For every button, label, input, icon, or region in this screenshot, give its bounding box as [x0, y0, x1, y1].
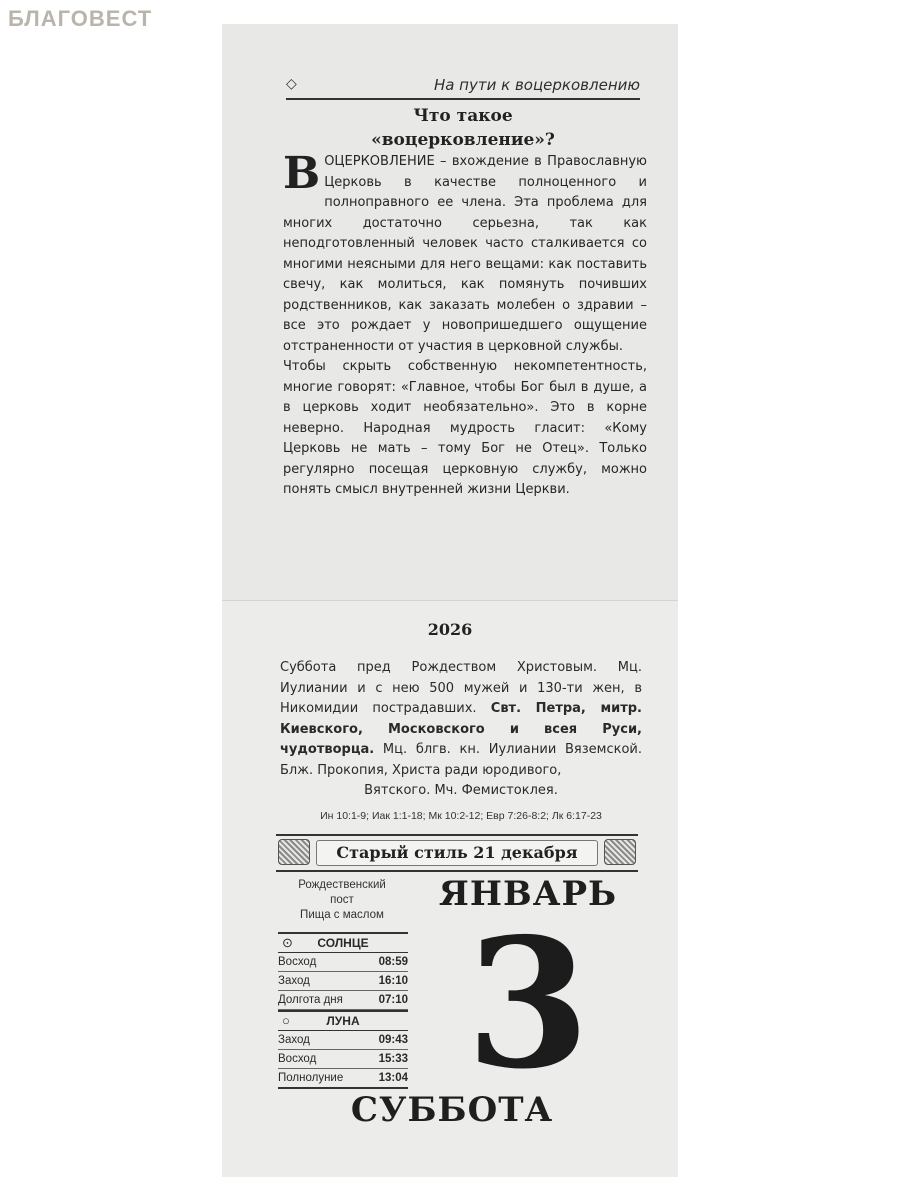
- moon-row-label: Восход: [278, 1053, 317, 1065]
- fast-line-1: Рождественский: [298, 879, 386, 891]
- calendar-page: [222, 24, 678, 1176]
- sun-heading-label: СОЛНЦЕ: [317, 936, 369, 950]
- sun-row-label: Заход: [278, 975, 310, 987]
- saints-text-2: Мц. блгв. кн. Иулиании Вяземской. Блж. Прокопия, Христа ради юродивого,: [280, 742, 642, 778]
- running-title: На пути к воцерковлению: [433, 76, 640, 94]
- moon-row-value: 09:43: [378, 1034, 408, 1046]
- sun-row-label: Долгота дня: [278, 994, 343, 1006]
- article-paragraph-1: [283, 148, 647, 357]
- article-sheet: [222, 24, 678, 600]
- moon-icon: ○: [282, 1013, 290, 1028]
- day-number: 3: [466, 899, 590, 1108]
- sun-row-value: 07:10: [378, 994, 408, 1006]
- moon-row-label: Полнолуние: [278, 1072, 344, 1084]
- moon-row-value: 13:04: [378, 1072, 408, 1084]
- fast-info: [278, 878, 406, 923]
- article-title: [286, 104, 640, 152]
- old-style-date: Старый стиль 21 декабря: [316, 840, 598, 866]
- ornament-right-icon: [604, 839, 636, 865]
- year-label: 2026: [427, 620, 473, 639]
- sun-row-label: Восход: [278, 956, 317, 968]
- table-row: [278, 991, 408, 1010]
- weekday-name: СУББОТА: [350, 1090, 554, 1130]
- moon-row-value: 15:33: [378, 1053, 408, 1065]
- saints-text-last: Вятского. Мч. Фемистоклея.: [364, 783, 558, 798]
- sun-heading: [278, 932, 408, 953]
- article-paragraph-2: Чтобы скрыть собственную некомпетентность, многие говорят: «Главное, чтобы Бог был в душе, а в церковь ходит необязательно». Это в корне неверно. Народная мудрость гласит: «Кому Церковь не мать – тому Бог не Отец». Только регулярно посещая церковную службу, можно понять смысл внутренней жизни Церкви.: [283, 359, 647, 497]
- dropcap-letter: В: [283, 148, 321, 199]
- scripture-readings: Ин 10:1-9; Иак 1:1-18; Мк 10:2-12; Евр 7:26-8:2; Лк 6:17-23: [320, 810, 602, 822]
- table-row: [278, 1069, 408, 1089]
- old-style-band: [276, 834, 638, 872]
- fast-line-3: Пища с маслом: [300, 909, 384, 921]
- article-title-line2: «воцерковление»?: [371, 130, 555, 150]
- table-row: [278, 1031, 408, 1050]
- table-row: [278, 972, 408, 991]
- table-row: [278, 953, 408, 972]
- sun-icon: ⊙: [282, 935, 293, 950]
- table-row: [278, 1050, 408, 1069]
- sun-row-value: 16:10: [378, 975, 408, 987]
- moon-row-label: Заход: [278, 1034, 310, 1046]
- ornament-left-icon: [278, 839, 310, 865]
- saints-text-bold: Свт. Петра, митр. Киевского, Московского и всея Руси, чудотворца.: [280, 701, 642, 757]
- running-header: [286, 76, 640, 100]
- article-title-line1: Что такое: [413, 106, 513, 126]
- sun-row-value: 08:59: [378, 956, 408, 968]
- saints-text-1: Суббота пред Рождеством Христовым. Мц. Иулиании и с нею 500 мужей и 130-ти жен, в Никомидии пострадавших.: [280, 660, 642, 716]
- moon-heading: [278, 1010, 408, 1031]
- month-name: ЯНВАРЬ: [438, 874, 618, 914]
- moon-heading-label: ЛУНА: [326, 1014, 360, 1028]
- watermark-logo: БЛАГОВЕСТ: [8, 6, 153, 31]
- astro-table: [278, 932, 408, 1089]
- article-paragraph-1-text: ОЦЕРКОВЛЕНИЕ – вхождение в Православную Церковь в качестве полноценного и полноправного ее члена. Эта проблема для многих достаточно серьезна, так как неподготовленный человек часто сталкивается со многими неясными для него вещами: как поставить свечу, как молиться, как помянуть почивших родственников, как заказать молебен о здравии – все это рождает у новопришедшего ощущение отстраненности от участия в церковной службы.: [283, 154, 647, 354]
- article-body: [283, 148, 647, 501]
- diamond-icon: ◇: [286, 76, 297, 92]
- saints-commemoration: [280, 658, 642, 802]
- fast-line-2: пост: [330, 894, 354, 906]
